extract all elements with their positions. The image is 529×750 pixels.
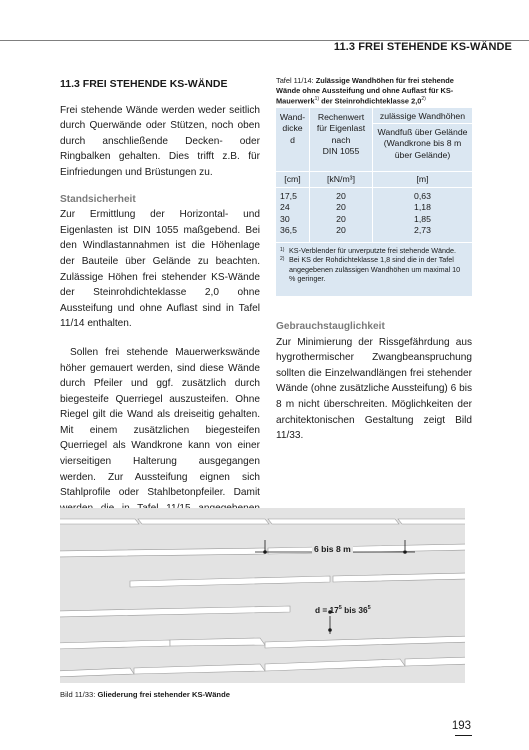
header-rule [0,40,529,41]
wall-segment [60,519,139,524]
figure-caption [60,690,230,699]
wall-height-table [276,108,472,296]
table-row-divider [373,123,472,124]
table-caption-title: Zulässige Wandhöhen für frei stehende Wände ohne Aussteifung und ohne Auflast für KS-Mauerwerk [276,76,454,106]
wall-segment [398,519,465,524]
dimension-label-length: 6 bis 8 m [314,544,351,554]
page-number-rule [455,735,472,736]
table-caption [276,76,472,106]
eigenlast-values [310,191,372,237]
footnote-2 [280,255,468,283]
dim-text: bis 36 [341,605,368,615]
section-heading: 11.3 FREI STEHENDE KS-WÄNDE [60,78,228,90]
footnote-text: Bei KS der Rohdichteklasse 1,8 sind die in der Tafel angegebenen zulässigen Wandhöhen um maximal 10 % geringer. [289,255,461,283]
table-row-divider [276,242,472,243]
table-row-divider [276,187,472,188]
header-line: für Eigenlast [316,123,366,134]
wall-segment [268,519,399,524]
unit-m: [m] [416,174,429,184]
header-line: d [290,134,295,145]
dim-text: d = 17 [315,605,339,615]
table-caption-footnote-mark-1: 1) [314,96,320,103]
wall-segment [60,548,265,557]
dim-sup: 5 [367,605,371,612]
subheading-standsicherheit: Standsicherheit [60,193,136,205]
wall-segment [138,519,269,524]
col-header-wanddicke [276,112,309,146]
header-line: Wandfuß über Gelände [377,127,468,137]
footnote-mark: 2) [280,256,285,263]
col-header-eigenlast [310,112,372,158]
header-line: Wand- [279,112,306,122]
wall-segment [60,640,170,649]
table-cell: 30 [280,213,290,224]
wall-diagram [60,508,465,683]
footnote-text: KS-Verblender für unverputzte frei stehende Wände. [289,246,457,255]
aussteifung-paragraph: Sollen frei stehende Mauerwerkswände höher gemauert werden, sind diese Wände durch Pfeiler und ggf. zusätzlich durch biegesteife Querriegel auszusteifen. Ohne Riegel gilt die Wand als dreiseitig gehalten. Mit einem zusätzlichen biegesteifen Querriegel als Wandkrone kann von einer vierseitigen Halterung ausgegangen werden. Zur Aussteifung eignen sich Stahlprofile oder Stahlbetonpfeiler. Damit [60,346,260,499]
gebrauchstauglichkeit-paragraph: Zur Minimierung der Rissgefährdung aus hygrothermischer Zwangbeanspruchung sollten die Einzelwandlängen frei stehender Wände (ohne zusätzliche Aussteifung) 6 bis 8 m nicht überschreiten. Möglichkeiten der architektonischen Gestaltung zeigt Bild 11/33. [276,336,472,442]
wall-segment [130,576,330,587]
wall-diagram-svg [60,508,465,683]
standsicherheit-paragraph: Zur Ermittlung der Horizontal- und Eigenlasten ist DIN 1055 maßgebend. Bei den Windlastannahmen ist die Höhenlage der Bauteile über Gelände zu beachten. Zulässige Höhen frei stehender KS-Wände der Steinrohdichteklasse 2,0 ohne Aussteifung und ohne Auflast sind in Tafel 11/14 enthalten. [60,209,260,330]
header-line: dicke [282,123,303,134]
unit-knm3: [kN/m³] [327,174,355,184]
table-cell: 20 [336,213,346,224]
wall-segment [60,668,134,677]
left-column [60,77,260,532]
col-subheader-wandfuss [373,127,472,161]
table-cell: 20 [336,225,346,236]
wall-segment [333,573,465,582]
header-line: DIN 1055 [322,146,360,157]
figure-caption-prefix: Bild 11/33: [60,690,98,699]
table-cell: 1,18 [414,202,431,213]
wall-segment [265,636,465,648]
header-line: Rechenwert [317,112,365,122]
figure-caption-title: Gliederung frei stehender KS-Wände [97,690,230,699]
running-header: 11.3 FREI STEHENDE KS-WÄNDE [333,41,512,53]
col-header-wandhoehen: zulässige Wandhöhen [379,111,466,121]
header-line: (Wandkrone bis 8 m [383,138,462,149]
header-line: nach [331,134,351,145]
header-line: über Gelände) [394,149,451,160]
table-cell: 36,5 [280,225,297,236]
subheading-gebrauchstauglichkeit: Gebrauchstauglichkeit [276,321,385,332]
wall-segment [405,657,465,666]
table-footnotes [280,246,468,283]
footnote-mark: 1) [280,247,285,253]
table-cell: 2,73 [414,225,431,236]
table-cell: 0,63 [414,191,431,201]
table-cell: 1,85 [414,213,431,224]
footnote-1 [280,246,468,255]
table-cell: 17,5 [280,191,297,201]
wandhoehe-values [373,191,472,237]
table-caption-class: der Steinrohdichteklasse 2,0 [319,96,422,106]
dimension-label-thickness [315,605,371,615]
wall-segment [170,638,265,646]
unit-cm: [cm] [284,174,301,184]
right-column [276,319,472,444]
table-cell: 20 [336,191,346,201]
table-caption-footnote-mark-2: 2) [421,96,426,103]
intro-paragraph: Frei stehende Wände werden weder seitlich durch Querwände oder Stützen, noch oben durch anschließende Decken- oder Ringbalken gehalten. Dies trifft z.B. für Einfriedungen und Brüstungen zu. [60,104,260,178]
table-row-divider [276,171,472,172]
header-band [0,0,529,24]
wall-segment [60,606,290,617]
page-number: 193 [451,720,471,732]
wanddicke-values [276,191,313,237]
table-caption-prefix: Tafel 11/14: [276,76,316,85]
wall-segment [268,544,465,554]
wall-segment [134,664,265,674]
dim-sup: 5 [338,605,342,612]
table-cell: 20 [336,202,346,213]
wall-segment [265,659,405,671]
table-cell: 24 [280,202,290,213]
